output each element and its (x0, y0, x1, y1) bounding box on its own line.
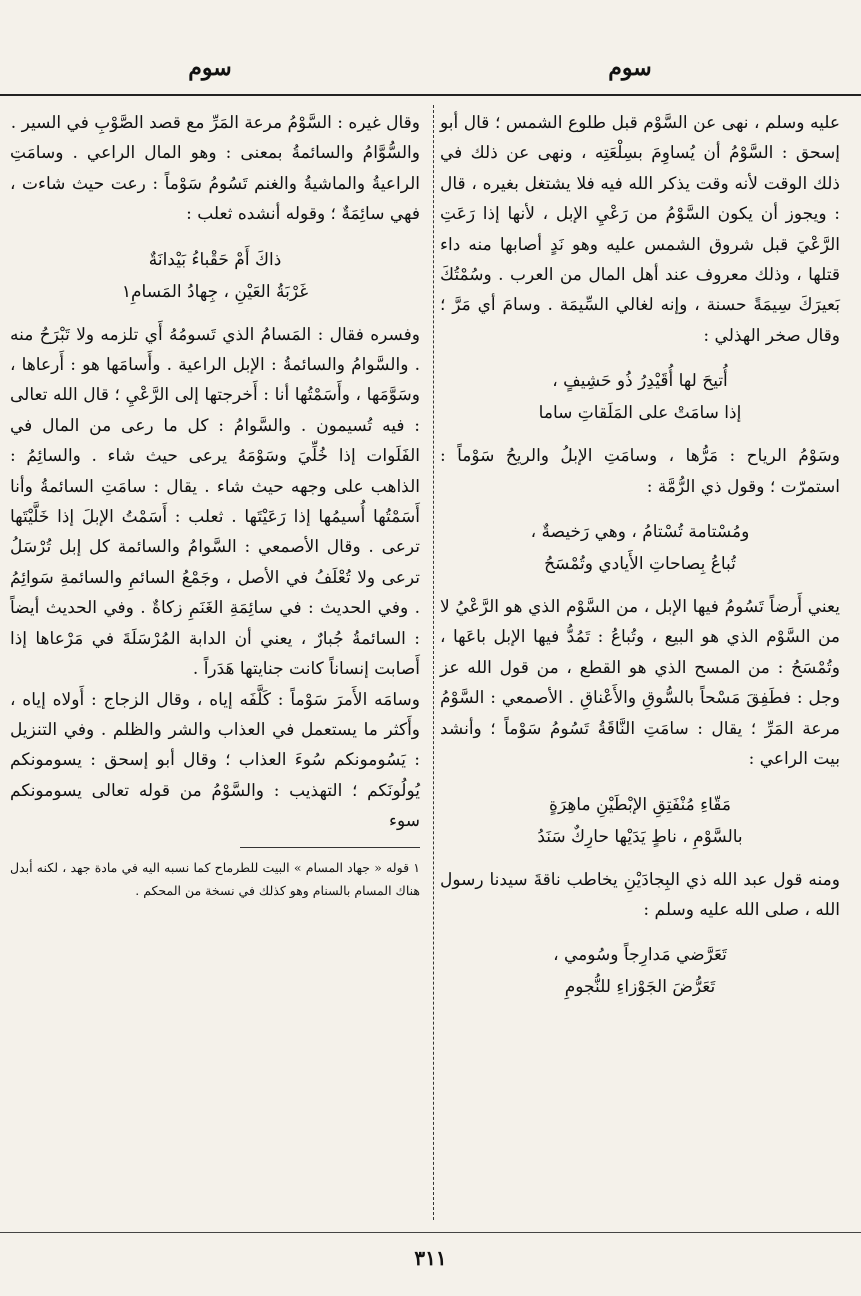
verse-line: إذا سامَتْ على المَلَقاتِ ساما (538, 403, 742, 424)
left-verse-1 (10, 244, 420, 308)
header-rule (0, 94, 861, 96)
right-header-word: سوم (608, 55, 652, 81)
right-verse-1 (440, 365, 840, 429)
page-number: ٣١١ (414, 1246, 447, 1270)
right-verse-3 (440, 789, 840, 853)
footer-rule (0, 1232, 861, 1233)
footnote: ١ قوله « جهاد المسام » البيت للطرماح كما نسبه اليه في مادة جهد ، لكنه أبدل هناك المسام بالسنام وهو كذلك في نسخة من المحكم . (10, 859, 420, 898)
verse-line: غَرْبَةُ العَيْنِ ، جِهادُ المَسامِ١ (121, 281, 309, 302)
left-paragraph-4: وسامَه الأَمرَ سَوْماً : كَلَّفَه إياه ، وقال الزجاج : أَولاه إياه ، وأَكثر ما يستعمل في العذاب والشر والظلم . وفي التنزيل : يَسُومونكم سُوءَ العذاب ؛ وقال أبو إسحق : يسومونكم يُولُونَكم ؛ التهذيب : والسَّوْمُ من قوله تعالى يسومونكم سوء (10, 689, 420, 832)
right-paragraph-3: يعني أَرضاً تَسُومُ فيها الإبل ، من السَّوْم الذي هو الرَّعْيُ لا من السَّوْم الذي هو البيع ، وتُباعُ : تَمُدُّ فيها الإبل باعَها ، وتُمْسَحُ : من المسح الذي هو القطع ، من قول الله عز وجل : فطَفِقَ مَسْحاً بالسُّوقِ والأَعْناقِ . الأصمعي : السَّوْمُ مرعة المَرِّ ؛ يقال : سامَتِ النَّاقَةُ تَسُومُ سَوْماً ؛ وأنشد بيت الراعي : (440, 597, 840, 770)
verse-line: تَعَرَّضي مَدارِجاً وسُومي ، (553, 945, 727, 966)
verse-line: تَعَرُّضَ الجَوْزاءِ للنُّجومِ (564, 977, 716, 998)
right-column (440, 108, 840, 1015)
footnote-rule (240, 847, 420, 848)
verse-line: أُتيحَ لها أُقَيْدِرُ ذُو حَشِيفٍ ، (552, 371, 728, 392)
right-paragraph-4: ومنه قول عبد الله ذي البِجادَيْنِ يخاطب ناقةَ سيدنا رسول الله ، صلى الله عليه وسلم : (440, 869, 840, 920)
left-paragraph-2: والسُّوَّامُ والسائمةُ بمعنى : وهو المال الراعي . وسامَتِ الراعيةُ والماشيةُ والغنم تَسُومُ سَوْماً : رعت حيث شاءت ، فهي سائِمَةٌ ؛ وقوله أنشده ثعلب : (10, 143, 420, 225)
left-column (10, 108, 420, 902)
left-paragraph-3: وفسره فقال : المَسامُ الذي تَسومُهُ أَي تلزمه ولا تَبْرَحُ منه . والسَّوامُ والسائمةُ : الإبل الراعية . وأَسامَها هو : أَرعاها ، وسَوَّمَها ، وأَسَمْتُها أنا : أَخرجتها إلى الرَّعْيِ ؛ قال الله تعالى : فيه تُسيمون . والسَّوامُ : كل ما رعى من المال في الفَلَوات إذا خُلِّيَ وسَوْمَهُ يرعى حيث شاء . والسائِمُ : الذاهب على وجهه حيث شاء . يقال : سامَتِ السائمةُ وأنا أَسَمْتُها أُسيمُها إذا رَعَيْتَها . ثعلب : أَسَمْتُ الإبلَ إذا خَلَّيْتَها ترعى . وقال الأصمعي : السَّوامُ والسائمة كل إبل تُرْسَلُ ترعى ولا تُعْلَفُ في الأصل ، وجَمْعُ السائمِ والسائمةِ سَوائِمُ . وفي الحديث : في سائِمَةِ الغَنَمِ زكاةٌ . وفي الحديث أيضاً : السائمةُ جُبارٌ ، يعني أن الدابة المُرْسَلَةَ في مَرْعاها إذا أَصابت إنساناً كانت جنايتها هَدَراً . (10, 324, 420, 680)
verse-line: ومُسْتامة تُسْتامُ ، وهي رَخيصةٌ ، (530, 522, 750, 543)
right-verse-4 (440, 939, 840, 1003)
column-divider (433, 105, 434, 1220)
verse-line: تُباعُ بِصاحاتِ الأَيادي وتُمْسَحُ (544, 554, 736, 575)
left-header-word: سوم (188, 55, 232, 81)
right-paragraph-2: وسَوْمُ الرياح : مَرُّها ، وسامَتِ الإبلُ والريحُ سَوْماً : استمرّت ؛ وقول ذي الرُّمَّة : (440, 446, 840, 497)
verse-line: بالسَّوْمِ ، ناطٍ يَدَيْها حارِكٌ سَنَدُ (537, 826, 743, 847)
verse-line: مَقّاءِ مُنْفَتِقِ الإبْطَيْنِ ماهِرَةٍ (549, 794, 731, 815)
right-verse-2 (440, 516, 840, 580)
verse-line: ذاكَ أَمْ حَقْباءُ بَيْدانَةٌ (148, 249, 282, 270)
right-paragraph-1: عليه وسلم ، نهى عن السَّوْم قبل طلوع الشمس ؛ قال أبو إسحق : السَّوْمُ أن يُساوِمَ بسِلْعَتِه ، ونهى عن ذلك في ذلك الوقت لأنه وقت يذكر الله فيه فلا يشتغل بغيره ، قال : ويجوز أن يكون السَّوْمُ من رَعْيِ الإبل ، لأنها إذا رَعَتِ الرَّعْيَ قبل شروق الشمس عليه وهو نَدٍ أصابها منه داء قتلها ، وذلك معروف عند أهل المال من العرب . وسُمْتُكَ بَعيرَكَ سِيمَةً حسنة ، وإنه لغالي السِّيمَة . وسامَ أي مَرَّ ؛ وقال صخر الهذلي : (440, 113, 840, 346)
left-paragraph-1: وقال غيره : السَّوْمُ مرعة المَرِّ مع قصد الصَّوْبِ في السير . (10, 113, 420, 133)
